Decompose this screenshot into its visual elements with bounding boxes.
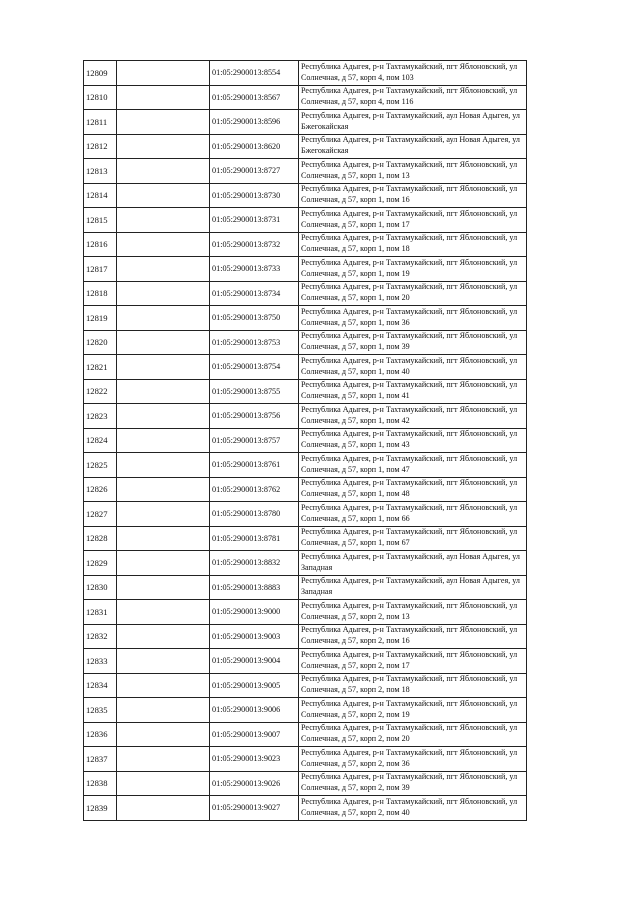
empty-cell bbox=[117, 183, 210, 208]
table-row bbox=[84, 722, 527, 747]
table-row bbox=[84, 526, 527, 551]
address-cell: Республика Адыгея, р-н Тахтамукайский, пгт Яблоновский, ул Солнечная, д 57, корп 1, пом 42 bbox=[299, 404, 527, 429]
row-number-cell: 12833 bbox=[84, 649, 117, 674]
address-cell: Республика Адыгея, р-н Тахтамукайский, пгт Яблоновский, ул Солнечная, д 57, корп 1, пом 16 bbox=[299, 183, 527, 208]
cadastral-number-cell: 01:05:2900013:8754 bbox=[210, 355, 299, 380]
empty-cell bbox=[117, 796, 210, 821]
row-number-cell: 12835 bbox=[84, 698, 117, 723]
empty-cell bbox=[117, 600, 210, 625]
empty-cell bbox=[117, 61, 210, 86]
address-cell: Республика Адыгея, р-н Тахтамукайский, аул Новая Адыгея, ул Бжегокайская bbox=[299, 110, 527, 135]
address-cell: Республика Адыгея, р-н Тахтамукайский, пгт Яблоновский, ул Солнечная, д 57, корп 1, пом 43 bbox=[299, 428, 527, 453]
table-row bbox=[84, 61, 527, 86]
row-number-cell: 12811 bbox=[84, 110, 117, 135]
cadastral-number-cell: 01:05:2900013:8727 bbox=[210, 159, 299, 184]
address-cell: Республика Адыгея, р-н Тахтамукайский, пгт Яблоновский, ул Солнечная, д 57, корп 4, пом 103 bbox=[299, 61, 527, 86]
address-cell: Республика Адыгея, р-н Тахтамукайский, пгт Яблоновский, ул Солнечная, д 57, корп 1, пом 66 bbox=[299, 502, 527, 527]
row-number-cell: 12816 bbox=[84, 232, 117, 257]
row-number-cell: 12827 bbox=[84, 502, 117, 527]
row-number-cell: 12809 bbox=[84, 61, 117, 86]
table-row bbox=[84, 698, 527, 723]
address-cell: Республика Адыгея, р-н Тахтамукайский, пгт Яблоновский, ул Солнечная, д 57, корп 1, пом 13 bbox=[299, 159, 527, 184]
row-number-cell: 12818 bbox=[84, 281, 117, 306]
row-number-cell: 12812 bbox=[84, 134, 117, 159]
row-number-cell: 12830 bbox=[84, 575, 117, 600]
table-row bbox=[84, 624, 527, 649]
address-cell: Республика Адыгея, р-н Тахтамукайский, пгт Яблоновский, ул Солнечная, д 57, корп 2, пом 39 bbox=[299, 771, 527, 796]
address-cell: Республика Адыгея, р-н Тахтамукайский, пгт Яблоновский, ул Солнечная, д 57, корп 1, пом 47 bbox=[299, 453, 527, 478]
cadastral-number-cell: 01:05:2900013:8781 bbox=[210, 526, 299, 551]
empty-cell bbox=[117, 330, 210, 355]
cadastral-number-cell: 01:05:2900013:8762 bbox=[210, 477, 299, 502]
cadastral-number-cell: 01:05:2900013:8757 bbox=[210, 428, 299, 453]
row-number-cell: 12810 bbox=[84, 85, 117, 110]
row-number-cell: 12819 bbox=[84, 306, 117, 331]
row-number-cell: 12824 bbox=[84, 428, 117, 453]
cadastral-number-cell: 01:05:2900013:8883 bbox=[210, 575, 299, 600]
row-number-cell: 12828 bbox=[84, 526, 117, 551]
address-cell: Республика Адыгея, р-н Тахтамукайский, пгт Яблоновский, ул Солнечная, д 57, корп 2, пом 13 bbox=[299, 600, 527, 625]
table-row bbox=[84, 379, 527, 404]
cadastral-number-cell: 01:05:2900013:8554 bbox=[210, 61, 299, 86]
row-number-cell: 12825 bbox=[84, 453, 117, 478]
address-cell: Республика Адыгея, р-н Тахтамукайский, пгт Яблоновский, ул Солнечная, д 57, корп 1, пом 67 bbox=[299, 526, 527, 551]
empty-cell bbox=[117, 551, 210, 576]
empty-cell bbox=[117, 379, 210, 404]
table-row bbox=[84, 355, 527, 380]
row-number-cell: 12817 bbox=[84, 257, 117, 282]
cadastral-number-cell: 01:05:2900013:8761 bbox=[210, 453, 299, 478]
empty-cell bbox=[117, 477, 210, 502]
empty-cell bbox=[117, 624, 210, 649]
table-row bbox=[84, 183, 527, 208]
table-row bbox=[84, 85, 527, 110]
empty-cell bbox=[117, 110, 210, 135]
empty-cell bbox=[117, 232, 210, 257]
address-cell: Республика Адыгея, р-н Тахтамукайский, аул Новая Адыгея, ул Западная bbox=[299, 575, 527, 600]
row-number-cell: 12832 bbox=[84, 624, 117, 649]
cadastral-number-cell: 01:05:2900013:8596 bbox=[210, 110, 299, 135]
cadastral-number-cell: 01:05:2900013:8750 bbox=[210, 306, 299, 331]
registry-table-body bbox=[84, 61, 527, 821]
empty-cell bbox=[117, 526, 210, 551]
table-row bbox=[84, 257, 527, 282]
address-cell: Республика Адыгея, р-н Тахтамукайский, пгт Яблоновский, ул Солнечная, д 57, корп 2, пом 17 bbox=[299, 649, 527, 674]
address-cell: Республика Адыгея, р-н Тахтамукайский, пгт Яблоновский, ул Солнечная, д 57, корп 1, пом 39 bbox=[299, 330, 527, 355]
table-row bbox=[84, 551, 527, 576]
cadastral-number-cell: 01:05:2900013:8755 bbox=[210, 379, 299, 404]
address-cell: Республика Адыгея, р-н Тахтамукайский, пгт Яблоновский, ул Солнечная, д 57, корп 1, пом 17 bbox=[299, 208, 527, 233]
cadastral-number-cell: 01:05:2900013:8732 bbox=[210, 232, 299, 257]
row-number-cell: 12834 bbox=[84, 673, 117, 698]
cadastral-number-cell: 01:05:2900013:8730 bbox=[210, 183, 299, 208]
table-row bbox=[84, 110, 527, 135]
table-row bbox=[84, 306, 527, 331]
cadastral-number-cell: 01:05:2900013:8780 bbox=[210, 502, 299, 527]
empty-cell bbox=[117, 649, 210, 674]
cadastral-number-cell: 01:05:2900013:8731 bbox=[210, 208, 299, 233]
address-cell: Республика Адыгея, р-н Тахтамукайский, пгт Яблоновский, ул Солнечная, д 57, корп 2, пом 36 bbox=[299, 747, 527, 772]
address-cell: Республика Адыгея, р-н Тахтамукайский, пгт Яблоновский, ул Солнечная, д 57, корп 2, пом 18 bbox=[299, 673, 527, 698]
row-number-cell: 12839 bbox=[84, 796, 117, 821]
row-number-cell: 12838 bbox=[84, 771, 117, 796]
empty-cell bbox=[117, 698, 210, 723]
row-number-cell: 12836 bbox=[84, 722, 117, 747]
address-cell: Республика Адыгея, р-н Тахтамукайский, пгт Яблоновский, ул Солнечная, д 57, корп 2, пом 20 bbox=[299, 722, 527, 747]
address-cell: Республика Адыгея, р-н Тахтамукайский, пгт Яблоновский, ул Солнечная, д 57, корп 2, пом 40 bbox=[299, 796, 527, 821]
row-number-cell: 12821 bbox=[84, 355, 117, 380]
row-number-cell: 12823 bbox=[84, 404, 117, 429]
table-row bbox=[84, 796, 527, 821]
empty-cell bbox=[117, 159, 210, 184]
address-cell: Республика Адыгея, р-н Тахтамукайский, пгт Яблоновский, ул Солнечная, д 57, корп 1, пом 48 bbox=[299, 477, 527, 502]
address-cell: Республика Адыгея, р-н Тахтамукайский, пгт Яблоновский, ул Солнечная, д 57, корп 1, пом 36 bbox=[299, 306, 527, 331]
address-cell: Республика Адыгея, р-н Тахтамукайский, пгт Яблоновский, ул Солнечная, д 57, корп 4, пом 116 bbox=[299, 85, 527, 110]
registry-table bbox=[83, 60, 527, 821]
empty-cell bbox=[117, 502, 210, 527]
row-number-cell: 12831 bbox=[84, 600, 117, 625]
cadastral-number-cell: 01:05:2900013:9006 bbox=[210, 698, 299, 723]
row-number-cell: 12822 bbox=[84, 379, 117, 404]
table-row bbox=[84, 453, 527, 478]
address-cell: Республика Адыгея, р-н Тахтамукайский, пгт Яблоновский, ул Солнечная, д 57, корп 2, пом 19 bbox=[299, 698, 527, 723]
empty-cell bbox=[117, 208, 210, 233]
empty-cell bbox=[117, 747, 210, 772]
row-number-cell: 12837 bbox=[84, 747, 117, 772]
table-row bbox=[84, 134, 527, 159]
address-cell: Республика Адыгея, р-н Тахтамукайский, пгт Яблоновский, ул Солнечная, д 57, корп 1, пом 41 bbox=[299, 379, 527, 404]
table-row bbox=[84, 281, 527, 306]
table-row bbox=[84, 404, 527, 429]
table-row bbox=[84, 771, 527, 796]
empty-cell bbox=[117, 575, 210, 600]
table-row bbox=[84, 600, 527, 625]
table-row bbox=[84, 649, 527, 674]
table-row bbox=[84, 159, 527, 184]
table-row bbox=[84, 502, 527, 527]
row-number-cell: 12814 bbox=[84, 183, 117, 208]
address-cell: Республика Адыгея, р-н Тахтамукайский, пгт Яблоновский, ул Солнечная, д 57, корп 1, пом 18 bbox=[299, 232, 527, 257]
cadastral-number-cell: 01:05:2900013:8753 bbox=[210, 330, 299, 355]
table-row bbox=[84, 575, 527, 600]
empty-cell bbox=[117, 673, 210, 698]
empty-cell bbox=[117, 85, 210, 110]
cadastral-number-cell: 01:05:2900013:9023 bbox=[210, 747, 299, 772]
address-cell: Республика Адыгея, р-н Тахтамукайский, аул Новая Адыгея, ул Бжегокайская bbox=[299, 134, 527, 159]
address-cell: Республика Адыгея, р-н Тахтамукайский, аул Новая Адыгея, ул Западная bbox=[299, 551, 527, 576]
cadastral-number-cell: 01:05:2900013:9004 bbox=[210, 649, 299, 674]
cadastral-number-cell: 01:05:2900013:8733 bbox=[210, 257, 299, 282]
empty-cell bbox=[117, 404, 210, 429]
cadastral-number-cell: 01:05:2900013:9000 bbox=[210, 600, 299, 625]
cadastral-number-cell: 01:05:2900013:8832 bbox=[210, 551, 299, 576]
row-number-cell: 12829 bbox=[84, 551, 117, 576]
cadastral-number-cell: 01:05:2900013:9027 bbox=[210, 796, 299, 821]
row-number-cell: 12813 bbox=[84, 159, 117, 184]
cadastral-number-cell: 01:05:2900013:9005 bbox=[210, 673, 299, 698]
table-row bbox=[84, 747, 527, 772]
empty-cell bbox=[117, 134, 210, 159]
empty-cell bbox=[117, 722, 210, 747]
cadastral-number-cell: 01:05:2900013:8620 bbox=[210, 134, 299, 159]
cadastral-number-cell: 01:05:2900013:9026 bbox=[210, 771, 299, 796]
table-row bbox=[84, 208, 527, 233]
address-cell: Республика Адыгея, р-н Тахтамукайский, пгт Яблоновский, ул Солнечная, д 57, корп 1, пом 40 bbox=[299, 355, 527, 380]
row-number-cell: 12820 bbox=[84, 330, 117, 355]
cadastral-number-cell: 01:05:2900013:9007 bbox=[210, 722, 299, 747]
cadastral-number-cell: 01:05:2900013:9003 bbox=[210, 624, 299, 649]
cadastral-number-cell: 01:05:2900013:8756 bbox=[210, 404, 299, 429]
empty-cell bbox=[117, 306, 210, 331]
empty-cell bbox=[117, 428, 210, 453]
cadastral-number-cell: 01:05:2900013:8734 bbox=[210, 281, 299, 306]
address-cell: Республика Адыгея, р-н Тахтамукайский, пгт Яблоновский, ул Солнечная, д 57, корп 1, пом 19 bbox=[299, 257, 527, 282]
empty-cell bbox=[117, 355, 210, 380]
table-row bbox=[84, 673, 527, 698]
empty-cell bbox=[117, 257, 210, 282]
row-number-cell: 12815 bbox=[84, 208, 117, 233]
address-cell: Республика Адыгея, р-н Тахтамукайский, пгт Яблоновский, ул Солнечная, д 57, корп 2, пом 16 bbox=[299, 624, 527, 649]
address-cell: Республика Адыгея, р-н Тахтамукайский, пгт Яблоновский, ул Солнечная, д 57, корп 1, пом 20 bbox=[299, 281, 527, 306]
cadastral-number-cell: 01:05:2900013:8567 bbox=[210, 85, 299, 110]
table-row bbox=[84, 477, 527, 502]
empty-cell bbox=[117, 281, 210, 306]
table-row bbox=[84, 428, 527, 453]
empty-cell bbox=[117, 771, 210, 796]
table-row bbox=[84, 232, 527, 257]
empty-cell bbox=[117, 453, 210, 478]
row-number-cell: 12826 bbox=[84, 477, 117, 502]
table-row bbox=[84, 330, 527, 355]
